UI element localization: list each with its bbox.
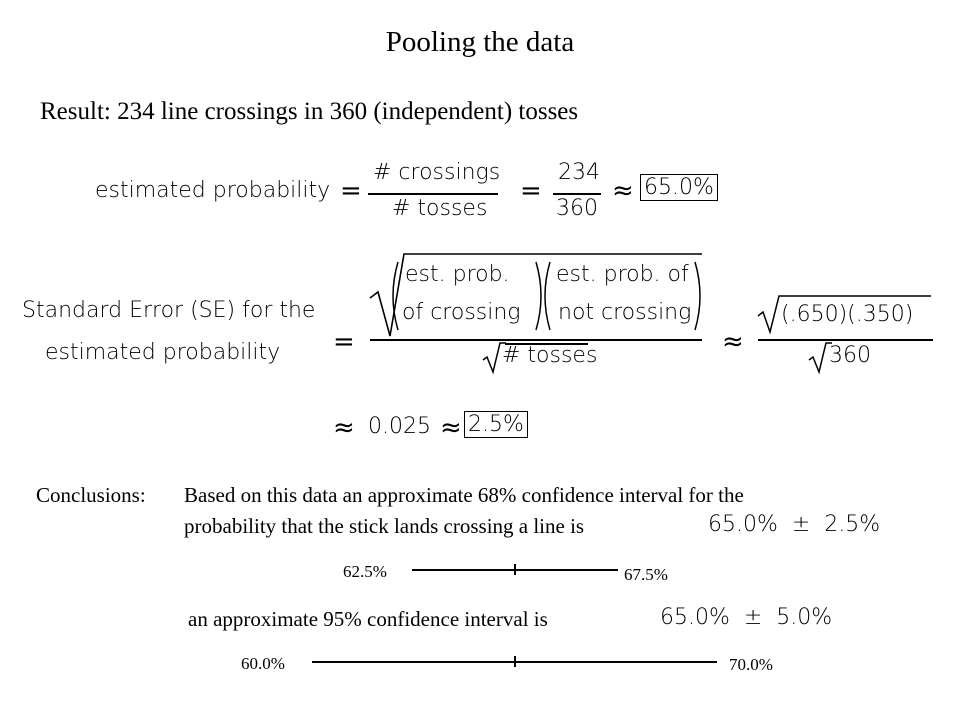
- equals-sign: =: [520, 176, 542, 206]
- page-title: Pooling the data: [385, 26, 575, 58]
- approx-sign: ≈: [722, 327, 744, 357]
- fraction-bar: [368, 193, 498, 195]
- factor1-line2: of crossing: [402, 300, 521, 325]
- conclusions-label: Conclusions:: [36, 483, 146, 507]
- approx-sign: ≈: [333, 413, 355, 443]
- denominator-tosses: # tosses: [392, 196, 488, 221]
- conclusion-line2: probability that the stick lands crossing a line is: [184, 514, 585, 538]
- equals-sign: =: [333, 327, 355, 357]
- denominator-value: 360: [556, 196, 598, 221]
- result-statement: Result: 234 line crossings in 360 (independent) tosses: [40, 98, 579, 125]
- factor2-line1: est. prob. of: [556, 262, 689, 287]
- ci95-high-label: 70.0%: [729, 655, 773, 674]
- boxed-estimate: 65.0%: [640, 174, 718, 201]
- numerator-value: 234: [558, 160, 600, 185]
- ci68-high-label: 67.5%: [624, 565, 668, 584]
- conclusion-line1: Based on this data an approximate 68% confidence interval for the: [184, 483, 744, 507]
- se-numerator-value: (.650)(.350): [781, 302, 914, 327]
- se-value: 0.025: [368, 414, 431, 439]
- boxed-se: 2.5%: [464, 411, 528, 438]
- factor2-line2: not crossing: [558, 300, 692, 325]
- ci68-center-tick: [514, 564, 516, 575]
- ci68-low-label: 62.5%: [343, 562, 387, 581]
- ci95-low-label: 60.0%: [241, 654, 285, 673]
- ci95-center-tick: [514, 656, 516, 667]
- se-denominator: # tosses: [502, 343, 598, 368]
- se-label-line1: Standard Error (SE) for the: [22, 298, 316, 323]
- fraction-bar: [370, 339, 702, 341]
- estimate-label: estimated probability: [95, 178, 331, 203]
- fraction-bar: [553, 193, 601, 195]
- equals-sign: =: [340, 176, 362, 206]
- ci68-expression: 65.0% ± 2.5%: [708, 512, 881, 537]
- numerator-crossings: # crossings: [373, 160, 501, 185]
- approx-sign: ≈: [440, 413, 462, 443]
- se-denominator-value: 360: [829, 343, 871, 368]
- approx-sign: ≈: [612, 176, 634, 206]
- fraction-bar: [758, 339, 933, 341]
- se-label-line2: estimated probability: [45, 340, 281, 365]
- factor1-line1: est. prob.: [405, 262, 510, 287]
- conclusion-line3: an approximate 95% confidence interval is: [188, 607, 548, 631]
- ci95-expression: 65.0% ± 5.0%: [660, 605, 833, 630]
